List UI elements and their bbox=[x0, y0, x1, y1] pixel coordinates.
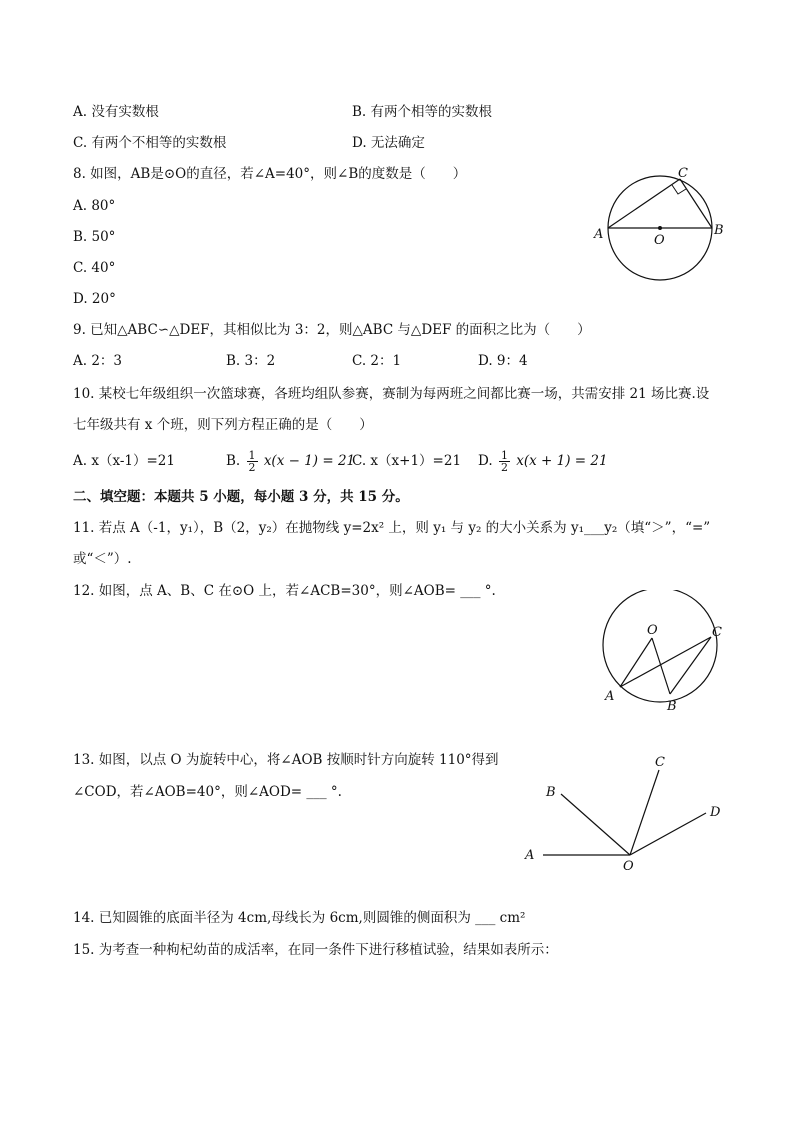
q11-line1: 11. 若点 A（-1，y₁），B（2，y₂）在抛物线 y=2x² 上，则 y₁ 与 y₂ 的大小关系为 y₁___y₂（填“＞”，“=” bbox=[73, 520, 711, 536]
q12-stem: 12. 如图，点 A、B、C 在⊙O 上，若∠ACB=30°，则∠AOB= ___ °. bbox=[73, 583, 496, 599]
q12-label-o: O bbox=[647, 623, 658, 638]
q8-option-d: D. 20° bbox=[73, 291, 116, 307]
q8-chord-cb bbox=[680, 179, 712, 228]
q14-stem: 14. 已知圆锥的底面半径为 4cm,母线长为 6cm,则圆锥的侧面积为 ___ cm² bbox=[73, 910, 526, 926]
q13-ray-oc bbox=[630, 770, 659, 855]
q13-ray-od bbox=[630, 813, 706, 855]
q7-option-d: D. 无法确定 bbox=[352, 135, 425, 151]
q8-stem: 8. 如图，AB是⊙O的直径，若∠A=40°，则∠B的度数是（ ） bbox=[73, 166, 467, 182]
q7-option-b: B. 有两个相等的实数根 bbox=[352, 104, 493, 120]
q9-stem: 9. 已知△ABC∽△DEF，其相似比为 3：2，则△ABC 与△DEF 的面积之比为（ ） bbox=[73, 322, 591, 338]
q10-option-d bbox=[478, 444, 608, 478]
q9-option-c: C. 2：1 bbox=[352, 353, 402, 369]
q10-option-b bbox=[226, 444, 355, 478]
q13-ray-ob bbox=[561, 794, 630, 855]
q13-line2: ∠COD，若∠AOB=40°，则∠AOD= ___ °. bbox=[73, 784, 342, 800]
q13-label-d: D bbox=[710, 805, 721, 820]
q10-option-b-fraction bbox=[247, 450, 258, 473]
q7-option-c: C. 有两个不相等的实数根 bbox=[73, 135, 227, 151]
q12-radius-ob bbox=[652, 638, 670, 694]
q10-stem-line1: 10. 某校七年级组织一次篮球赛，各班均组队参赛，赛制为每两班之间都比赛一场，共需安排 21 场比赛.设 bbox=[73, 386, 710, 402]
q10-option-d-expression: x(x + 1) = 21 bbox=[516, 453, 608, 469]
q7-option-a: A. 没有实数根 bbox=[73, 104, 159, 120]
q8-label-a: A bbox=[594, 227, 604, 242]
q9-option-a: A. 2：3 bbox=[73, 353, 123, 369]
q10-option-a: A. x（x-1）=21 bbox=[73, 453, 175, 469]
q12-circle bbox=[603, 590, 717, 702]
q13-label-c: C bbox=[655, 755, 665, 770]
q10-stem-line2: 七年级共有 x 个班，则下列方程正确的是（ ） bbox=[73, 417, 373, 433]
q11-line2: 或“＜”）. bbox=[73, 551, 132, 567]
q8-option-c: C. 40° bbox=[73, 260, 116, 276]
q9-option-b: B. 3：2 bbox=[226, 353, 276, 369]
section-heading-fill-in: 二、填空题：本题共 5 小题，每小题 3 分，共 15 分。 bbox=[73, 489, 409, 505]
q8-right-angle-mark bbox=[672, 185, 686, 194]
q10-option-d-fraction bbox=[499, 450, 510, 473]
q8-circle-figure bbox=[590, 160, 730, 290]
q10-fraction-denominator: 2 bbox=[248, 461, 256, 474]
q15-stem: 15. 为考查一种枸杞幼苗的成活率，在同一条件下进行移植试验，结果如表所示： bbox=[73, 942, 558, 958]
q10-option-d-prefix: D. bbox=[478, 453, 493, 469]
q13-label-b: B bbox=[546, 785, 556, 800]
q12-circle-figure bbox=[590, 590, 730, 720]
q10-fraction-numerator: 1 bbox=[248, 449, 256, 462]
q8-option-a: A. 80° bbox=[73, 198, 116, 214]
q13-label-o: O bbox=[623, 859, 634, 874]
q12-label-a: A bbox=[605, 689, 615, 704]
q9-option-d: D. 9：4 bbox=[478, 353, 528, 369]
q8-chord-ac bbox=[608, 179, 680, 228]
q12-label-c: C bbox=[712, 625, 722, 640]
q10-fraction-denominator: 2 bbox=[500, 461, 508, 474]
q10-option-c: C. x（x+1）=21 bbox=[352, 453, 462, 469]
q10-fraction-numerator: 1 bbox=[500, 449, 508, 462]
q8-label-b: B bbox=[714, 223, 724, 238]
q13-label-a: A bbox=[525, 848, 535, 863]
q12-label-b: B bbox=[667, 699, 677, 714]
q8-center-point bbox=[658, 226, 662, 230]
q10-option-b-expression: x(x − 1) = 21 bbox=[263, 453, 356, 469]
q10-option-b-prefix: B. bbox=[226, 453, 241, 469]
q13-rotation-figure bbox=[515, 750, 735, 875]
q8-option-b: B. 50° bbox=[73, 229, 116, 245]
q13-line1: 13. 如图，以点 O 为旋转中心，将∠AOB 按顺时针方向旋转 110°得到 bbox=[73, 752, 499, 768]
q8-label-o: O bbox=[654, 233, 665, 248]
q12-radius-oa bbox=[620, 638, 652, 687]
q8-label-c: C bbox=[678, 166, 688, 181]
q12-chord-bc bbox=[670, 637, 711, 694]
